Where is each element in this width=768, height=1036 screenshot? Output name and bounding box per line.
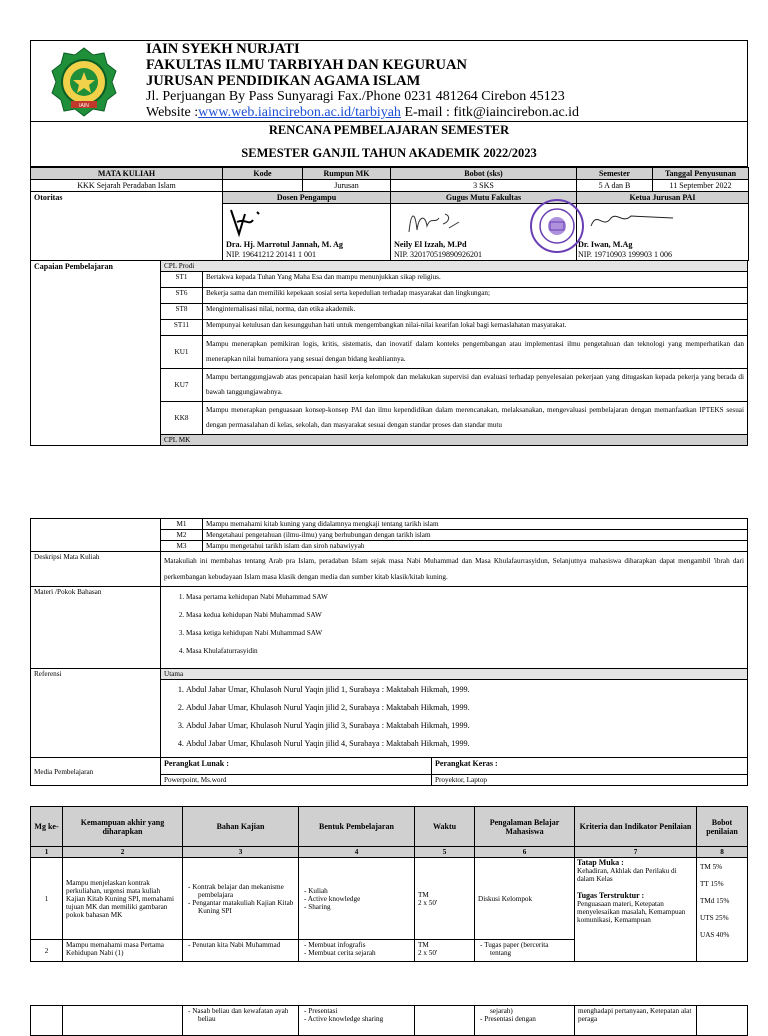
col-number: 1 (31, 847, 63, 858)
dosen-header: Dosen Pengampu (223, 192, 391, 204)
list-item: 1. Masa pertama kehidupan Nabi Muhammad SAW (186, 588, 744, 606)
page-1 (30, 40, 748, 446)
list-item: - Active knowledge sharing (314, 1015, 411, 1023)
gugus-nip: NIP. 320170519890926201 (394, 250, 483, 259)
cpl-code: ST11 (161, 320, 203, 336)
col-number: 3 (183, 847, 299, 858)
faculty-name: FAKULTAS ILMU TARBIYAH DAN KEGURUAN (146, 57, 467, 73)
col-number: 6 (475, 847, 575, 858)
list-item: 4. Masa Khulafaturrasyidin (186, 642, 744, 660)
page3-kriteria: menghadapi pertanyaan, Ketepatan alat peraga (575, 1006, 697, 1036)
cpl-text: Bekerja sama dan memiliki kepekaan sosial serta kepedulian terhadap masyarakat dan lingkungan; (203, 288, 748, 304)
hdr-kode: Kode (223, 168, 303, 180)
dosen-signature (227, 206, 267, 240)
referensi-label: Referensi (31, 669, 161, 758)
list-item: - Pengantar matakuliah Kajian Kitab Kuning SPI (198, 899, 295, 915)
cpl-text: Mempunyai ketulusan dan kesungguhan hati untuk mengembangkan nilai-nilai kearifan lokal bagi kemaslahatan masyarakat. (203, 320, 748, 336)
row2-kemampuan: Mampu memahami masa Pertama Kehidupan Nabi (1) (63, 940, 183, 962)
list-item: - Nasab beliau dan kewafatan ayah beliau (198, 1007, 295, 1023)
keras-value: Proyektor, Laptop (432, 775, 748, 786)
row2-waktu: TM 2 x 50' (415, 940, 475, 962)
authority-table (30, 191, 749, 261)
authority-label: Otoritas (31, 192, 223, 261)
list-item: - Membuat infografis (314, 941, 411, 949)
cpl-mk-table (30, 518, 748, 552)
cpl-code: ST8 (161, 304, 203, 320)
cpl-label: Capaian Pembelajaran (31, 261, 161, 446)
ketua-nip: NIP. 19710903 199903 1 006 (578, 250, 673, 259)
bobot-item: TM 5% (700, 863, 723, 871)
cpl-code: KU7 (161, 369, 203, 402)
list-item: - Active knowledge (314, 895, 411, 903)
hdr-tanggal: Tanggal Penyusunan (653, 168, 749, 180)
bobot-item: UAS 40% (700, 931, 730, 939)
row2-bentuk (302, 941, 411, 957)
page-2 (30, 518, 748, 962)
title-box (30, 121, 748, 167)
logo-text: IAIN (79, 103, 89, 109)
cpl-table (30, 260, 748, 446)
course-info-table (30, 167, 749, 192)
hdr-semester: Semester (577, 168, 653, 180)
schedule-header: Waktu (415, 807, 475, 847)
media-table (30, 757, 748, 786)
dosen-name: Dra. Hj. Marrotul Jannah, M. Ag (226, 240, 343, 249)
schedule-table (30, 806, 748, 962)
gugus-header: Gugus Mutu Fakultas (391, 192, 577, 204)
row2-bahan (186, 941, 295, 949)
bobot-item: TMd 15% (700, 897, 730, 905)
schedule-header: Kriteria dan Indikator Penilaian (575, 807, 697, 847)
list-item: 3. Masa ketiga kehidupan Nabi Muhammad SAW (186, 624, 744, 642)
list-item: - Penutan kita Nabi Muhammad (198, 941, 295, 949)
materi-list (164, 588, 744, 660)
col-number: 8 (697, 847, 748, 858)
cpl-code: KK8 (161, 402, 203, 435)
val-bobot: 3 SKS (391, 180, 577, 192)
keras-label: Perangkat Keras : (432, 758, 748, 775)
val-rumpun: Jurusan (303, 180, 391, 192)
list-item: 2. Masa kedua kehidupan Nabi Muhammad SAW (186, 606, 744, 624)
val-kode (223, 180, 303, 192)
row1-waktu: TM 2 x 50' (415, 858, 475, 940)
list-item: 4. Abdul Jabar Umar, Khulasoh Nurul Yaqin jilid 4, Surabaya : Maktabah Hikmah, 1999. (186, 735, 744, 753)
kriteria-tugas-text: Penguasaan materi, Ketepatan menyelesaikan masalah, Kemampuan komunikasi, Kemampuan (577, 900, 686, 924)
schedule-header: Kemampuan akhir yang diharapkan (63, 807, 183, 847)
cpl-code: KU1 (161, 336, 203, 369)
page-3 (30, 1005, 748, 1036)
row1-kemampuan: Mampu menjelaskan kontrak perkuliahan, urgensi mata kuliah Kajian Kitab Kuning SPI, memahami tujuan MK dan memiliki gambaran pokok bahasan MK (63, 858, 183, 940)
gugus-signature (405, 206, 465, 238)
doc-title: RENCANA PEMBELAJARAN SEMESTER (268, 123, 510, 137)
cpl-mk-code: M1 (161, 519, 203, 530)
description-text: Matakuliah ini membahas tentang Arab pra Islam, peradaban Islam sejak masa Nabi Muhammad dan Masa Khulafaurrasyidun, Selanjutnya mahasiswa diharapkan dapat mengambil 'ibrah dari perkembangan kebudayaan Islam masa klasik dengan media dan sumber kitab klasik/kitab kuning. (161, 552, 748, 587)
kriteria-tatap-label: Tatap Muka : (577, 858, 624, 867)
list-item: 1. Abdul Jabar Umar, Khulasoh Nurul Yaqin jilid 1, Surabaya : Maktabah Hikmah, 1999. (186, 681, 744, 699)
list-item: - Tugas paper (bercerita tentang (490, 941, 571, 957)
cpl-mk-text: Mengetahaui pengetahuan (ilmu-ilmu) yang berhubungan dengan tarikh islam (203, 530, 748, 541)
schedule-header: Mg ke- (31, 807, 63, 847)
val-semester: 5 A dan B (577, 180, 653, 192)
row2-mg: 2 (31, 940, 63, 962)
row1-mg: 1 (31, 858, 63, 940)
list-item: - Sharing (314, 903, 411, 911)
val-tanggal: 11 September 2022 (653, 180, 749, 192)
gugus-name: Neily El Izzah, M.Pd (394, 240, 467, 249)
bobot-item: TT 15% (700, 880, 724, 888)
row1-bentuk (302, 887, 411, 911)
ketua-signature (587, 208, 677, 236)
kriteria-tugas-label: Tugas Terstruktur : (577, 891, 645, 900)
cpl-code: ST1 (161, 272, 203, 288)
description-label: Deskripsi Mata Kuliah (31, 552, 161, 587)
cpl-mk-text: Mampu memahami kitab kuning yang didalamnya mengkaji tentang tarikh islam (203, 519, 748, 530)
dosen-nip: NIP. 19641212 20141 1 001 (226, 250, 317, 259)
cpl-mk-code: M3 (161, 541, 203, 552)
kriteria-tatap-text: Kehadiran, Akhlak dan Perilaku di dalam Kelas (577, 867, 677, 883)
media-label: Media Pembelajaran (31, 758, 161, 786)
cpl-mk-code: M2 (161, 530, 203, 541)
row1-pengalaman: Diskusi Kelompok (475, 858, 575, 940)
department-name: JURUSAN PENDIDIKAN AGAMA ISLAM (146, 73, 421, 89)
cpl-prodi-label: CPL Prodi (161, 261, 748, 272)
hdr-mata-kuliah: MATA KULIAH (31, 168, 223, 180)
list-item: - Kuliah (314, 887, 411, 895)
list-item: - Kontrak belajar dan mekanisme pembelajara (198, 883, 295, 899)
list-item: 2. Abdul Jabar Umar, Khulasoh Nurul Yaqin jilid 2, Surabaya : Maktabah Hikmah, 1999. (186, 699, 744, 717)
hdr-rumpun: Rumpun MK (303, 168, 391, 180)
cpl-text: Mampu bertanggungjawab atas pencapaian hasil kerja kelompok dan melakukan supervisi dan evaluasi terhadap penyelesaian pekerjaan yang ditugaskan kepada pekerja yang berada di bawah tanggungjawabnya. (203, 369, 748, 402)
col-number: 4 (299, 847, 415, 858)
row2-pengalaman (478, 941, 571, 957)
col-number: 2 (63, 847, 183, 858)
cpl-text: Bertakwa kepada Tuhan Yang Maha Esa dan mampu menunjukkan sikap religius. (203, 272, 748, 288)
page3-pengalaman-cont: sejarah) (490, 1007, 513, 1015)
lunak-label: Perangkat Lunak : (161, 758, 432, 775)
schedule-header: Bentuk Pembelajaran (299, 807, 415, 847)
info-table (30, 551, 748, 758)
cpl-text: Mampu menerapkan penguasaan konsep-konsep PAI dan ilmu kependidikan dalam merencanakan, melaksanakan, mengevaluasi pembelajaran dengan memanfaatkan IPTEKS sesuai dengan permasalahan di kelas, sekolah, dan masyarakat sesuai dengan standar proses dan standar mutu (203, 402, 748, 435)
institution-name: IAIN SYEKH NURJATI (146, 41, 300, 57)
cpl-text: Mampu menerapkan pemikiran logis, kritis, sistematis, dan inovatif dalam konteks pengembangan atau implementasi ilmu pengetahuan dan teknologi yang memperhatikan dan menerapkan nilai humaniora yang sesuai dengan bidang keahliannya. (203, 336, 748, 369)
email: E-mail : fitk@iaincirebon.ac.id (404, 105, 580, 120)
ketua-name: Dr. Iwan, M.Ag (578, 240, 633, 249)
address: Jl. Perjuangan By Pass Sunyaragi Fax./Phone 0231 481264 Cirebon 45123 (146, 89, 565, 104)
list-item: - Presentasi dengan (490, 1015, 571, 1023)
referensi-utama-label: Utama (161, 669, 748, 680)
lunak-value: Powerpoint, Ms.word (161, 775, 432, 786)
hdr-bobot: Bobot (sks) (391, 168, 577, 180)
schedule-header: Bobot penilaian (697, 807, 748, 847)
page3-bahan (186, 1007, 295, 1023)
list-item: 3. Abdul Jabar Umar, Khulasoh Nurul Yaqin jilid 3, Surabaya : Maktabah Hikmah, 1999. (186, 717, 744, 735)
cpl-mk-text: Mampu mengetahui tarikh islam dan siroh nabawiyyah (203, 541, 748, 552)
cpl-text: Menginternalisasi nilai, norma, dan etika akademik. (203, 304, 748, 320)
letterhead (30, 40, 748, 121)
website-link[interactable]: www.web.iaincirebon.ac.id/tarbiyah (198, 105, 401, 120)
list-item: - Presentasi (314, 1007, 411, 1015)
page3-bentuk (302, 1007, 411, 1023)
row1-bahan (186, 883, 295, 915)
doc-subtitle: SEMESTER GANJIL TAHUN AKADEMIK 2022/2023 (241, 146, 537, 160)
website-label: Website : (146, 105, 199, 120)
page3-pengalaman (478, 1015, 571, 1023)
iain-logo (49, 47, 119, 117)
schedule-continued-table (30, 1005, 748, 1036)
cpl-mk-label: CPL MK (161, 435, 748, 446)
ketua-header: Ketua Jurusan PAI (577, 192, 749, 204)
materi-label: Materi /Pokok Bahasan (31, 587, 161, 669)
referensi-list (164, 681, 744, 753)
col-number: 5 (415, 847, 475, 858)
schedule-header: Pengalaman Belajar Mahasiswa (475, 807, 575, 847)
cpl-code: ST6 (161, 288, 203, 304)
bobot-item: UTS 25% (700, 914, 729, 922)
schedule-header: Bahan Kajian (183, 807, 299, 847)
val-mata-kuliah: KKK Sejarah Peradaban Islam (31, 180, 223, 192)
col-number: 7 (575, 847, 697, 858)
list-item: - Membuat cerita sejarah (314, 949, 411, 957)
